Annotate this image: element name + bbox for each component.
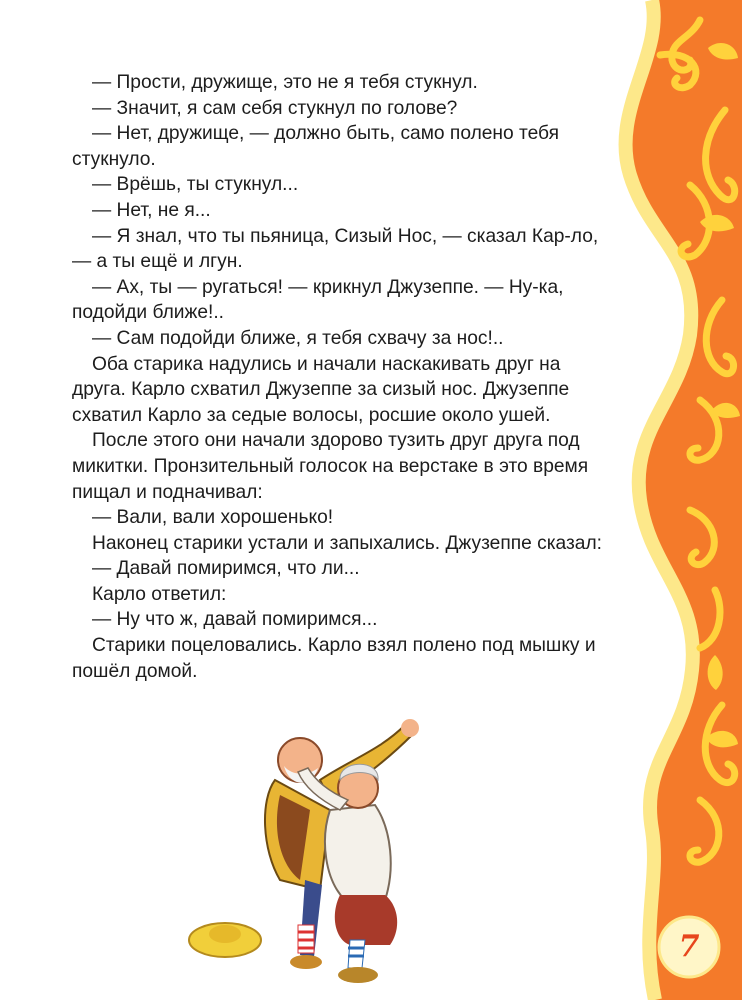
dialogue-line: — Вали, вали хорошенько!: [92, 507, 334, 529]
dialogue-line: — Нет, дружище, — должно быть, само полено тебя стукнуло.: [72, 123, 560, 170]
hat-crown: [209, 925, 241, 943]
hand: [401, 719, 419, 737]
dialogue-line: — Я знал, что ты пьяница, Сизый Нос, — сказал Кар-ло, — а ты ещё и лгун.: [72, 225, 599, 273]
narration-paragraph: Оба старика надулись и начали наскакивать друг на друга. Карло схватил Джузеппе за сизый нос. Джузеппе схватил Карло за седые волосы, росшие около ушей.: [72, 353, 570, 426]
narration-paragraph: Карло ответил:: [92, 583, 227, 605]
dialogue-line: — Прости, дружище, это не я тебя стукнул.: [92, 72, 478, 93]
right-shoe: [338, 967, 378, 983]
dialogue-line: — Сам подойди ближе, я тебя схвачу за нос!..: [92, 327, 504, 349]
dialogue-line: — Ах, ты — ругаться! — крикнул Джузеппе. — Ну-ка, подойди ближе!..: [72, 276, 564, 324]
fighting-old-men-illustration: [180, 700, 450, 990]
dialogue-line: — Врёшь, ты стукнул...: [92, 174, 299, 196]
story-text: [72, 70, 608, 684]
man-right-shirt: [325, 805, 391, 900]
narration-paragraph: Старики поцеловались. Карло взял полено под мышку и пошёл домой.: [72, 635, 596, 682]
dialogue-line: — Давай помиримся, что ли...: [92, 558, 360, 580]
dialogue-line: — Значит, я сам себя стукнул по голове?: [92, 97, 458, 119]
narration-paragraph: После этого они начали здорово тузить друг друга под микитки. Пронзительный голосок на верстаке в это время пищал и подначивал:: [72, 430, 589, 503]
narration-paragraph: Наконец старики устали и запыхались. Джузеппе сказал:: [92, 532, 602, 554]
left-shoe: [290, 955, 322, 969]
man-right-leg: [348, 940, 365, 968]
man-right-pants: [335, 895, 397, 945]
page-number: 7: [678, 929, 700, 964]
dialogue-line: — Нет, не я...: [92, 199, 211, 221]
dialogue-line: — Ну что ж, давай помиримся...: [92, 609, 378, 631]
